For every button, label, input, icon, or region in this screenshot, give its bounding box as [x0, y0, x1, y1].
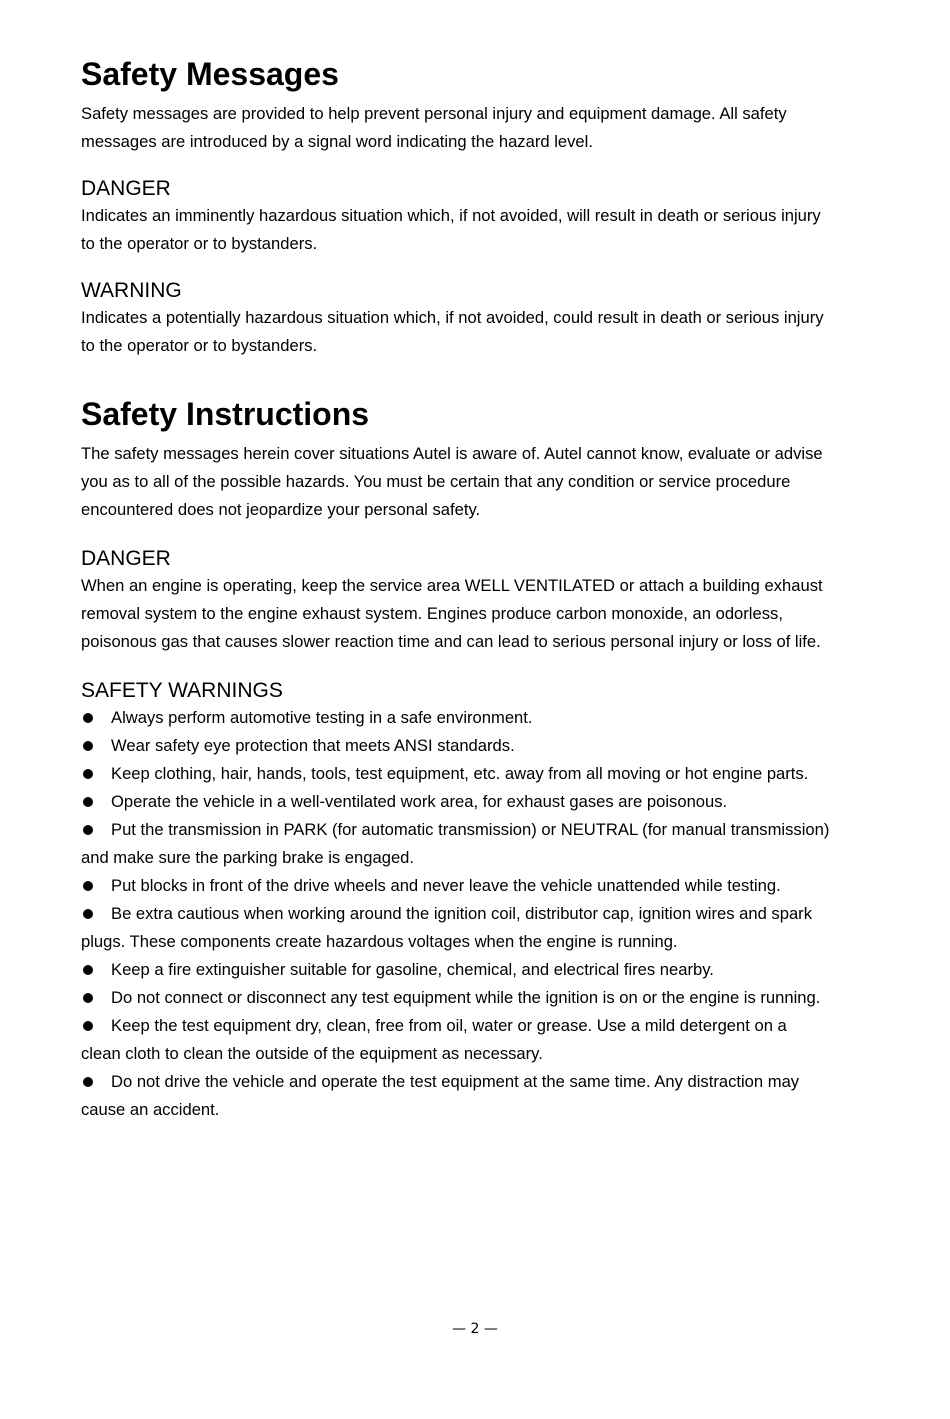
safety-messages-intro: Safety messages are provided to help prevent personal injury and equipment damage. All safety messages are introduced by a signal word indicating the hazard level.: [81, 104, 787, 151]
list-item: Keep the test equipment dry, clean, free from oil, water or grease. Use a mild detergent on a clean cloth to clean the outside of the equipment as necessary.: [81, 1016, 787, 1063]
warning-heading: WARNING: [81, 279, 182, 302]
list-item: Do not drive the vehicle and operate the test equipment at the same time. Any distraction may cause an accident.: [81, 1072, 800, 1119]
list-item: Put the transmission in PARK (for automatic transmission) or NEUTRAL (for manual transmission) and make sure the parking brake is engaged.: [81, 820, 830, 867]
list-item: Be extra cautious when working around the ignition coil, distributor cap, ignition wires and spark plugs. These components create hazardous voltages when the engine is running.: [81, 904, 813, 951]
bullet-icon: [83, 741, 93, 751]
warning-text: Indicates a potentially hazardous situation which, if not avoided, could result in death or serious injury to the operator or to bystanders.: [81, 308, 824, 355]
instructions-danger-heading: DANGER: [81, 547, 171, 570]
instructions-danger-text: When an engine is operating, keep the service area WELL VENTILATED or attach a building exhaust removal system to the engine exhaust system. Engines produce carbon monoxide, an odorless, poisonous gas that causes slower reaction time and can lead to serious personal injury or loss of life.: [81, 576, 823, 651]
safety-instructions-title: Safety Instructions: [81, 396, 370, 432]
list-item: Wear safety eye protection that meets ANSI standards.: [81, 732, 831, 760]
document-page: [81, 54, 831, 1124]
danger-heading: DANGER: [81, 177, 171, 200]
bullet-icon: [83, 881, 93, 891]
list-item: Do not connect or disconnect any test equipment while the ignition is on or the engine is running.: [81, 984, 831, 1012]
bullet-icon: [83, 909, 93, 919]
list-item: Keep clothing, hair, hands, tools, test equipment, etc. away from all moving or hot engine parts.: [81, 760, 831, 788]
safety-warnings-heading: SAFETY WARNINGS: [81, 679, 283, 702]
safety-instructions-intro: The safety messages herein cover situations Autel is aware of. Autel cannot know, evaluate or advise you as to all of the possible hazards. You must be certain that any condition or service procedure encountered does not jeopardize your personal safety.: [81, 444, 823, 519]
safety-messages-title: Safety Messages: [81, 56, 339, 92]
safety-warnings-list: [81, 704, 831, 1124]
list-item: Keep a fire extinguisher suitable for gasoline, chemical, and electrical fires nearby.: [81, 956, 831, 984]
bullet-icon: [83, 1077, 93, 1087]
bullet-icon: [83, 993, 93, 1003]
list-item: Always perform automotive testing in a safe environment.: [81, 704, 831, 732]
danger-text: Indicates an imminently hazardous situation which, if not avoided, will result in death or serious injury to the operator or to bystanders.: [81, 206, 821, 253]
bullet-icon: [83, 825, 93, 835]
bullet-icon: [83, 965, 93, 975]
bullet-icon: [83, 797, 93, 807]
list-item: Put blocks in front of the drive wheels and never leave the vehicle unattended while testing.: [81, 872, 831, 900]
page-number: — 2 —: [452, 1321, 498, 1337]
bullet-icon: [83, 713, 93, 723]
list-item: Operate the vehicle in a well-ventilated work area, for exhaust gases are poisonous.: [81, 788, 831, 816]
bullet-icon: [83, 769, 93, 779]
bullet-icon: [83, 1021, 93, 1031]
